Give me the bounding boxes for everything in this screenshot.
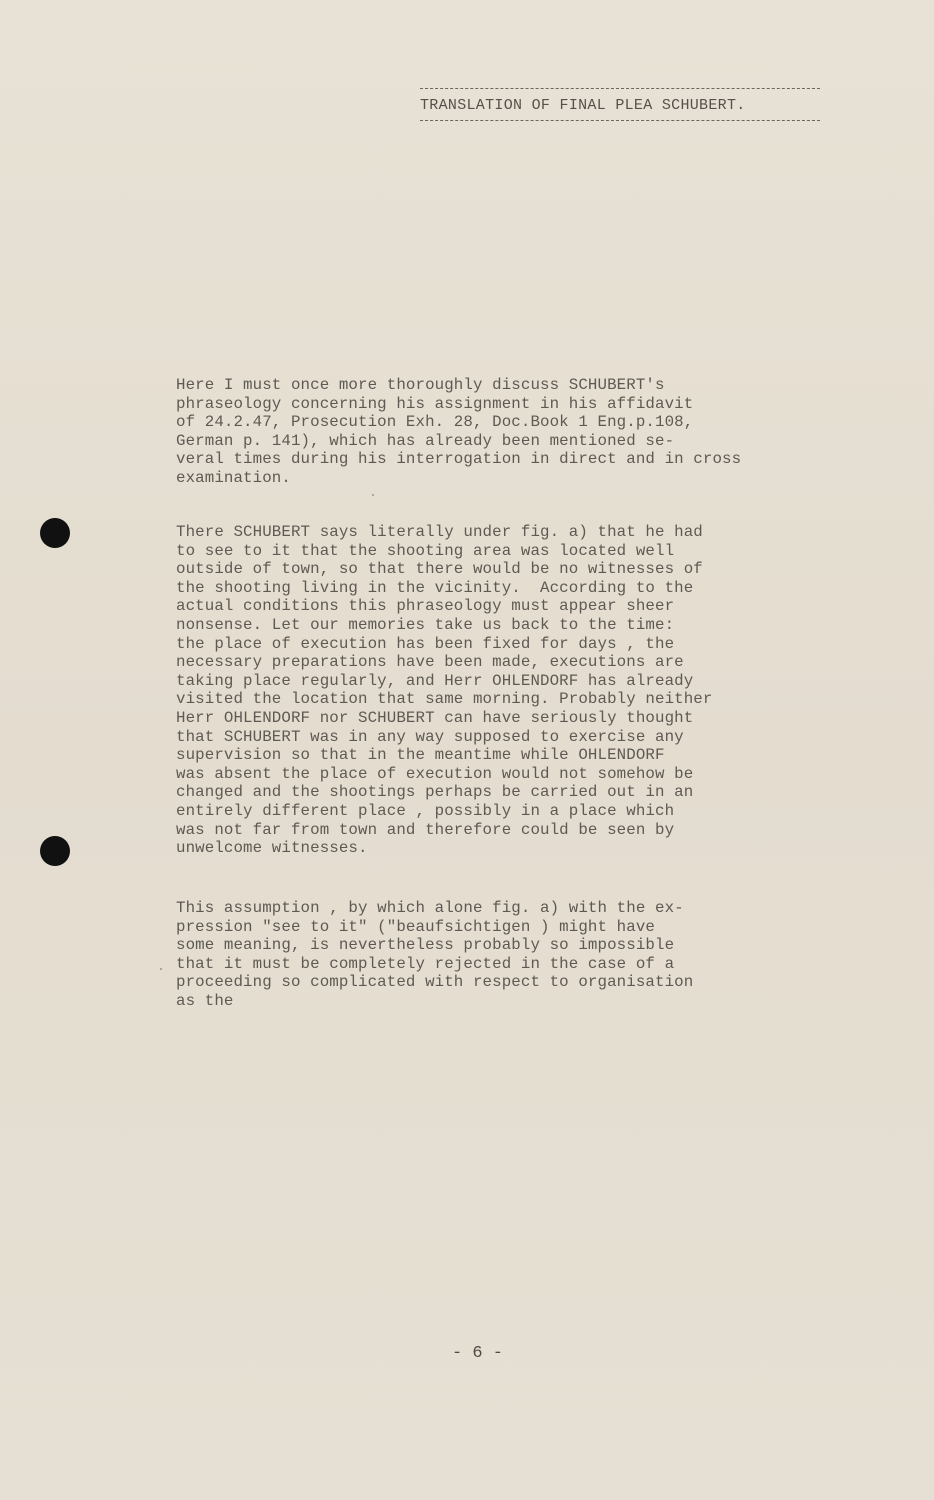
punch-hole-bottom xyxy=(40,836,70,866)
paragraph-3: This assumption , by which alone fig. a) with the ex- pression "see to it" ("beaufsichtigen ) might have some meaning, is nevertheless probably so impossible that it must be completely rejected in the case of a proceeding so complicated with respect to organisation as the xyxy=(176,899,694,1010)
document-header xyxy=(420,88,830,121)
page-number: - 6 - xyxy=(452,1344,504,1363)
header-rule-bottom xyxy=(420,120,820,121)
paragraph-1: Here I must once more thoroughly discuss SCHUBERT's phraseology concerning his assignment in his affidavit of 24.2.47, Prosecution Exh. 28, Doc.Book 1 Eng.p.108, German p. 141), which has already been mentioned se- veral times during his interrogation in direct and in cross examination. xyxy=(176,376,742,487)
paragraph-2: There SCHUBERT says literally under fig. a) that he had to see to it that the shooting area was located well outside of town, so that there would be no witnesses of the shooting living in the vicinity. According to the actual conditions this phraseology must appear sheer nonsense. Let our memories take us back to the time: the place of execution has been fixed for days , the necessary preparations have been made, executions are taking place regularly, and Herr OHLENDORF has already visited the location that same morning. Probably neither Herr OHLENDORF nor SCHUBERT can have seriously thought that SCHUBERT was in any way supposed to exercise any supervision so that in the meantime while OHLENDORF was absent the place of execution would not somehow be changed and the shootings perhaps be carried out in an entirely different place , possibly in a place which was not far from town and therefore could be seen by unwelcome witnesses. xyxy=(176,523,713,858)
paper-speck xyxy=(372,494,374,496)
paper-speck xyxy=(160,968,162,970)
header-title: TRANSLATION OF FINAL PLEA SCHUBERT. xyxy=(420,97,746,114)
header-rule-top xyxy=(420,88,820,89)
punch-hole-top xyxy=(40,518,70,548)
